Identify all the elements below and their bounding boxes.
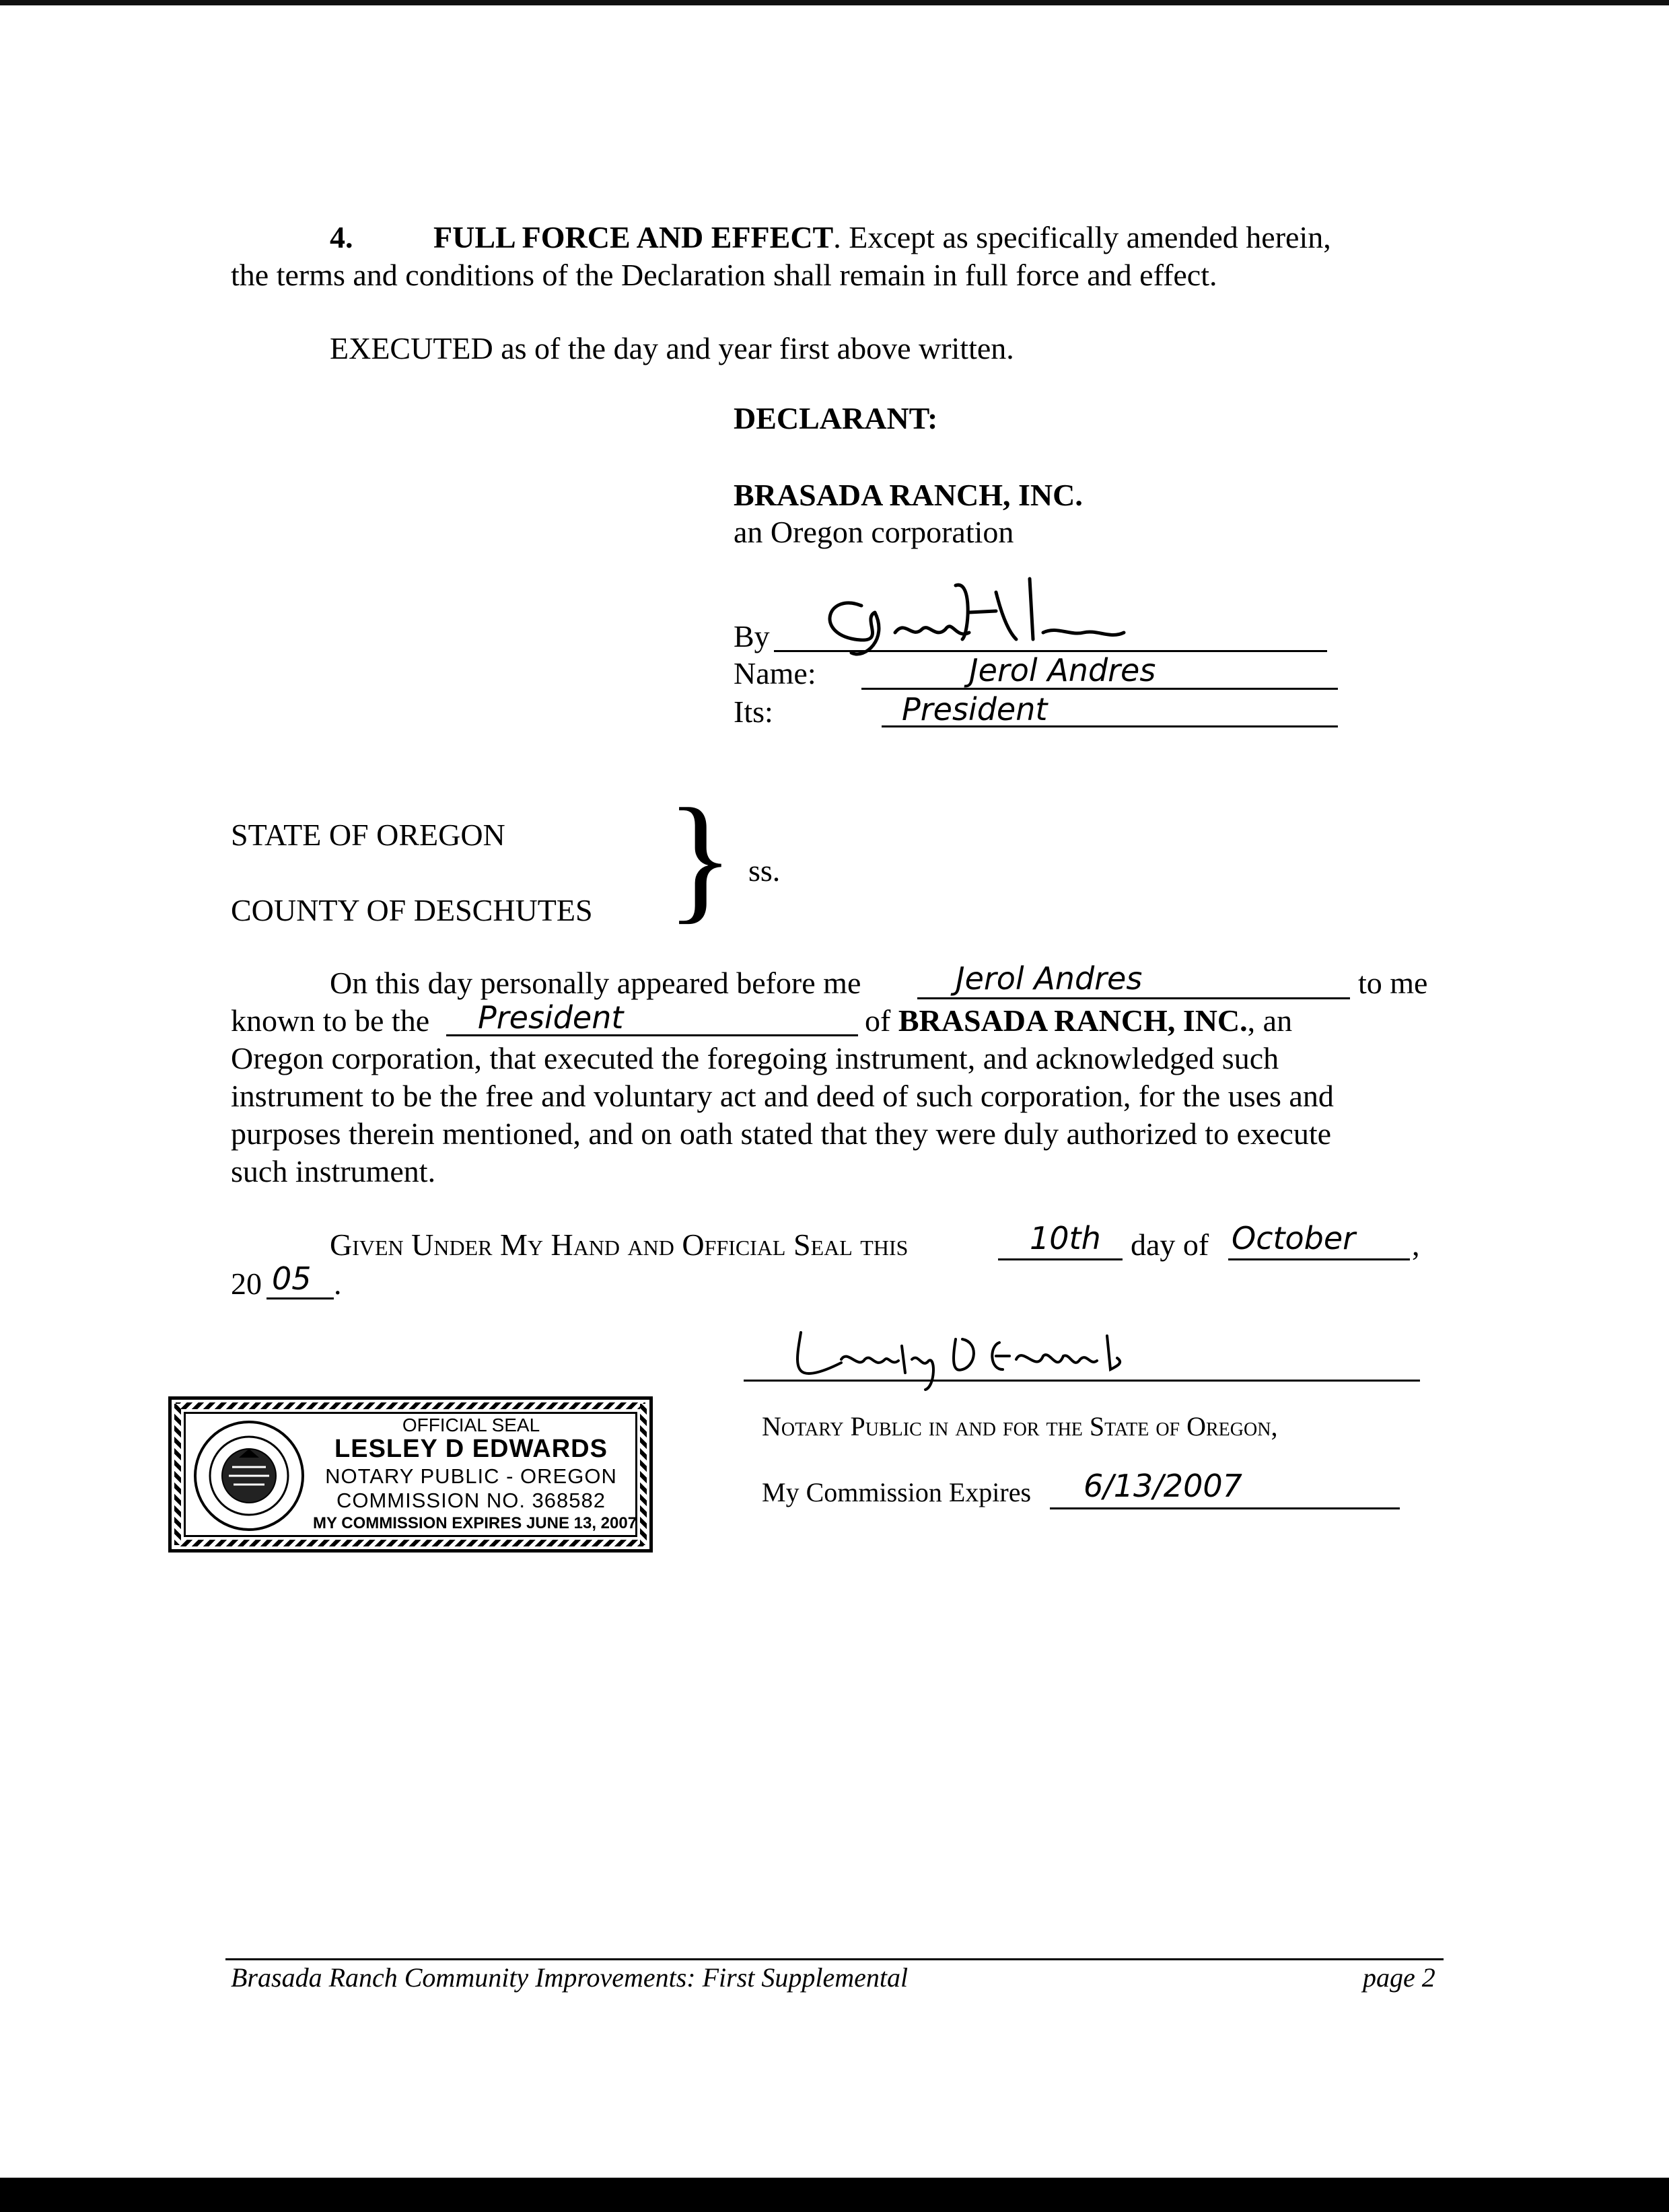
notary-public-text: Notary Public in and for the State of Oregon,	[762, 1411, 1278, 1441]
venue-county: COUNTY OF DESCHUTES	[231, 893, 593, 927]
month-value: October	[1232, 1220, 1356, 1256]
appeared-name-value: Jerol Andres	[956, 960, 1143, 997]
day-value: 10th	[1030, 1220, 1101, 1256]
section-heading: FULL FORCE AND EFFECT	[433, 220, 834, 254]
declarant-company: BRASADA RANCH, INC.	[734, 478, 1083, 512]
stamp-line2: LESLEY D EDWARDS	[334, 1435, 608, 1463]
section-text-line1: . Except as specifically amended herein,	[833, 220, 1331, 254]
year-line	[267, 1297, 334, 1299]
scan-bottom-border	[0, 2178, 1669, 2212]
commission-label: My Commission Expires	[762, 1477, 1032, 1507]
ack-line4: instrument to be the free and voluntary act and deed of such corporation, for the uses and	[231, 1079, 1334, 1113]
footer-title: Brasada Ranch Community Improvements: First Supplemental	[231, 1962, 909, 1993]
scan-top-border	[0, 0, 1669, 5]
day-line	[998, 1258, 1123, 1260]
by-label: By	[734, 619, 770, 653]
stamp-rope-border	[174, 1404, 181, 1545]
stamp-rope-border	[176, 1540, 645, 1546]
notary-stamp	[168, 1396, 653, 1553]
commission-line	[1050, 1507, 1400, 1509]
ack-line2-post	[865, 1002, 1292, 1040]
section-number: 4.	[330, 220, 353, 254]
stamp-line5: MY COMMISSION EXPIRES JUNE 13, 2007	[313, 1514, 637, 1532]
stamp-line1: OFFICIAL SEAL	[402, 1415, 540, 1435]
declarant-company-desc: an Oregon corporation	[734, 515, 1014, 549]
name-value: Jerol Andres	[969, 652, 1156, 688]
executed-text: EXECUTED as of the day and year first above written.	[330, 331, 1014, 365]
title-value: President	[478, 999, 624, 1036]
given-text: Given Under My Hand and Official Seal this	[330, 1227, 909, 1262]
footer-page: page 2	[1363, 1962, 1435, 1993]
day-of-text: day of	[1131, 1227, 1209, 1262]
ack-line5: purposes therein mentioned, and on oath stated that they were duly authorized to execute	[231, 1116, 1332, 1151]
ack-line1-post: to me	[1358, 966, 1428, 1000]
year-value: 05	[272, 1260, 312, 1297]
ack-line2-suffix: , an	[1247, 1003, 1293, 1038]
footer-rule	[225, 1958, 1444, 1960]
declarant-label: DECLARANT:	[734, 401, 938, 435]
period-text: .	[334, 1266, 342, 1301]
commission-value: 6/13/2007	[1084, 1468, 1242, 1504]
month-line	[1228, 1258, 1410, 1260]
ack-line2-pre: known to be the	[231, 1003, 430, 1038]
name-label: Name:	[734, 656, 816, 690]
appeared-name-line	[917, 997, 1350, 999]
its-label: Its:	[734, 694, 773, 729]
ack-line3: Oregon corporation, that executed the foregoing instrument, and acknowledged such	[231, 1041, 1279, 1075]
year-prefix: 20	[231, 1266, 262, 1301]
venue-state: STATE OF OREGON	[231, 818, 505, 852]
venue-brace: }	[666, 780, 734, 936]
ack-line6: such instrument.	[231, 1154, 436, 1188]
ack-line1-pre: On this day personally appeared before me	[330, 966, 861, 1000]
stamp-rope-border	[640, 1404, 647, 1545]
section-first-line	[433, 219, 1331, 256]
stamp-line4: COMMISSION NO. 368582	[336, 1489, 606, 1512]
stamp-rope-border	[176, 1402, 645, 1409]
ack-line2-company: BRASADA RANCH, INC.	[898, 1003, 1248, 1038]
venue-ss: ss.	[748, 853, 781, 888]
notary-signature	[740, 1319, 1184, 1393]
section-text-line2: the terms and conditions of the Declaration shall remain in full force and effect.	[231, 258, 1217, 292]
state-seal-icon	[192, 1419, 306, 1533]
stamp-line3: NOTARY PUBLIC - OREGON	[325, 1464, 617, 1488]
its-value: President	[902, 691, 1048, 727]
ack-line2-of: of	[865, 1003, 898, 1038]
comma-text: ,	[1412, 1227, 1420, 1262]
